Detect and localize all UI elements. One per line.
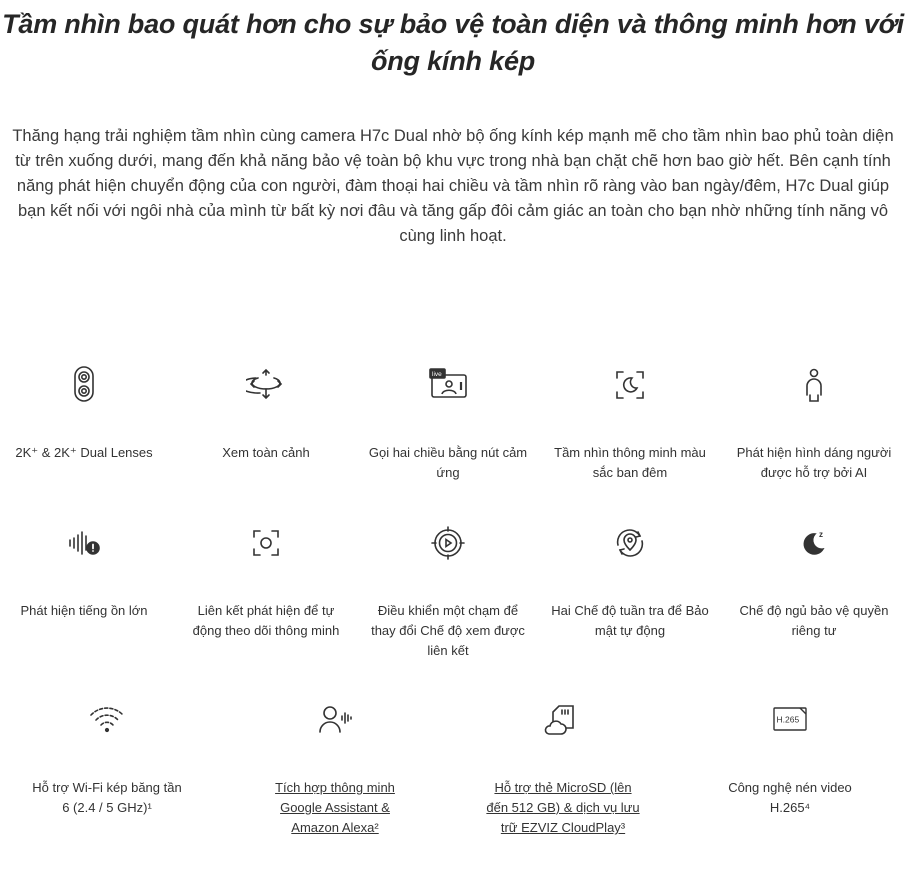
auto-tracking-icon <box>246 523 286 563</box>
feature-sleep-mode <box>732 523 896 638</box>
voice-assistant-icon <box>315 700 355 740</box>
section-headline: Tầm nhìn bao quát hơn cho sự bảo vệ toàn diện và thông minh hơn với ống kính kép <box>2 9 904 76</box>
feature-loud-noise <box>4 523 164 618</box>
human-shape-icon <box>794 365 834 405</box>
h265-text: H.265 <box>776 714 800 725</box>
feature-label: 2K⁺ & 2K⁺ Dual Lenses <box>15 445 153 460</box>
sleep-z-text: z <box>819 530 823 539</box>
feature-label: Chế độ ngủ bảo vệ quyền riêng tư <box>739 603 889 638</box>
one-touch-control-icon <box>428 523 468 563</box>
feature-human-shape <box>732 365 896 480</box>
feature-label: Phát hiện hình dáng người được hỗ trợ bởi AI <box>736 445 892 480</box>
feature-auto-tracking <box>186 523 346 638</box>
feature-one-touch-control <box>368 523 528 658</box>
feature-voice-assistant <box>255 700 415 835</box>
live-touch-call-icon <box>428 365 468 405</box>
h265-icon <box>770 700 810 740</box>
feature-dual-lenses <box>4 365 164 460</box>
live-tag-text: live <box>432 371 442 378</box>
panorama-icon <box>246 365 286 405</box>
feature-label: Phát hiện tiếng ồn lớn <box>20 603 148 618</box>
microsd-cloudplay-link[interactable]: Hỗ trợ thẻ MicroSD (lên đến 512 GB) & dịch vụ lưu trữ EZVIZ CloudPlay³ <box>486 780 640 835</box>
feature-label: Xem toàn cảnh <box>222 445 310 460</box>
dual-lens-icon <box>64 365 104 405</box>
feature-label: Gọi hai chiều bằng nút cảm ứng <box>368 445 528 480</box>
feature-night-vision <box>550 365 710 480</box>
feature-label: Tầm nhìn thông minh màu sắc ban đêm <box>554 445 706 480</box>
feature-panorama <box>186 365 346 460</box>
feature-label: Hai Chế độ tuần tra để Bảo mật tự động <box>551 603 709 638</box>
intro-paragraph: Thăng hạng trải nghiệm tầm nhìn cùng camera H7c Dual nhờ bộ ống kính kép mạnh mẽ cho tầm nhìn bao phủ toàn diện từ trên xuống dưới, mang đến khả năng bảo vệ toàn bộ khu vực trong nhà bạn chặt chẽ hơn bao giờ hết. Bên cạnh tính năng phát hiện chuyển động của con người, đàm thoại hai chiều và tầm nhìn rõ ràng vào ban ngày/đêm, H7c Dual giúp bạn kết nối với ngôi nhà của mình từ bất kỳ nơi đâu và tăng gấp đôi cảm giác an toàn cho bạn nhờ những tính năng vô cùng linh hoạt. <box>12 127 894 245</box>
patrol-mode-icon <box>610 523 650 563</box>
feature-patrol-modes <box>550 523 710 638</box>
feature-label: Liên kết phát hiện để tự động theo dõi thông minh <box>192 603 340 638</box>
feature-microsd-cloudplay <box>483 700 643 835</box>
sleep-mode-icon <box>794 523 834 563</box>
smart-night-vision-icon <box>610 365 650 405</box>
feature-two-way-call <box>368 365 528 480</box>
loud-noise-icon <box>64 523 104 563</box>
feature-label: Hỗ trợ Wi-Fi kép băng tần 6 (2.4 / 5 GHz)¹ <box>32 780 182 815</box>
feature-label: Điều khiển một chạm để thay đổi Chế độ xem được liên kết <box>371 603 525 658</box>
voice-assistant-link[interactable]: Tích hợp thông minh Google Assistant & Amazon Alexa² <box>275 780 395 835</box>
wifi-icon <box>87 700 127 740</box>
feature-label: Công nghệ nén video H.265⁴ <box>728 780 852 815</box>
feature-dual-band-wifi <box>27 700 187 815</box>
sd-cloud-icon <box>543 700 583 740</box>
feature-h265 <box>710 700 870 815</box>
